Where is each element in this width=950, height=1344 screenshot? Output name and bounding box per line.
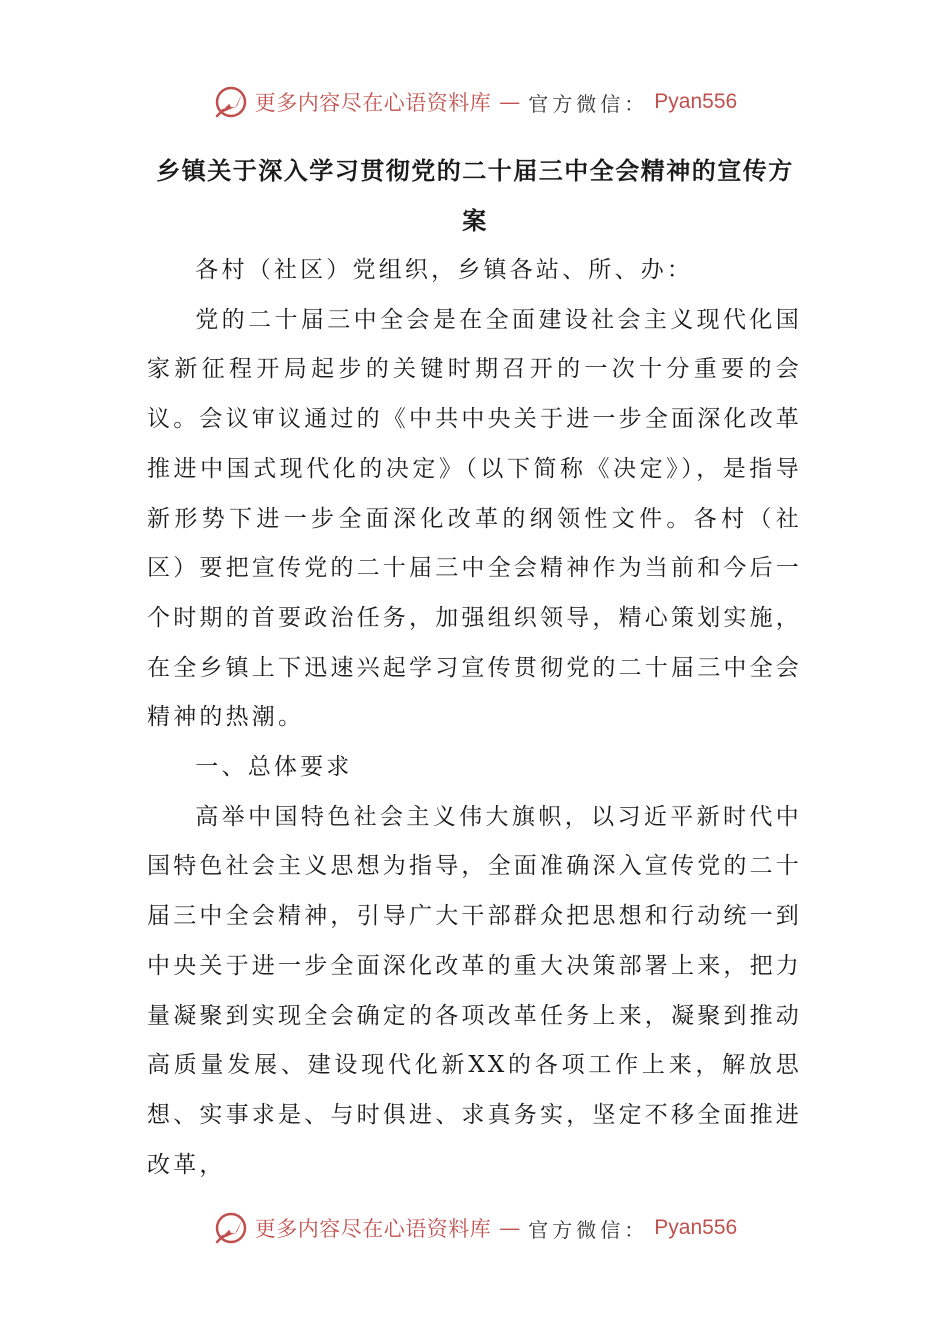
watermark-wechat-id: Pyan556	[654, 1216, 738, 1239]
watermark-wechat-label: 官方微信：	[528, 1217, 649, 1242]
watermark-slogan: 更多内容尽在心语资料库	[254, 91, 492, 115]
pen-nib-circle-logo-icon	[213, 1210, 249, 1246]
document-body	[147, 246, 802, 1190]
paragraph-general-requirements: 高举中国特色社会主义伟大旗帜，以习近平新时代中国特色社会主义思想为指导，全面准确深入宣传党的二十届三中全会精神，引导广大干部群众把思想和行动统一到中央关于进一步全面深化改革的重大决策部署上来，把力量凝聚到实现全会确定的各项改革任务上来，凝聚到推动高质量发展、建设现代化新XX的各项工作上来，解放思想、实事求是、与时俱进、求真务实，坚定不移全面推进改革，	[147, 803, 802, 1178]
watermark-wechat-label: 官方微信：	[528, 91, 649, 116]
watermark-slogan: 更多内容尽在心语资料库	[254, 1217, 492, 1241]
watermark-wechat-id: Pyan556	[654, 90, 738, 113]
section-heading-general-requirements: 一、总体要求	[195, 754, 353, 781]
paragraph-intro: 党的二十届三中全会是在全面建设社会主义现代化国家新征程开局起步的关键时期召开的一次十分重要的会议。会议审议通过的《中共中央关于进一步全面深化改革推进中国式现代化的决定》（以下简称《决定》），是指导新形势下进一步全面深化改革的纲领性文件。各村（社区）要把宣传党的二十届三中全会精神作为当前和今后一个时期的首要政治任务，加强组织领导，精心策划实施，在全乡镇上下迅速兴起学习宣传贯彻党的二十届三中全会精神的热潮。	[147, 306, 802, 731]
document-title: 乡镇关于深入学习贯彻党的二十届三中全会精神的宣传方案	[156, 157, 794, 235]
pen-nib-circle-logo-icon	[213, 84, 249, 120]
watermark-dash: —	[499, 90, 521, 114]
footer-watermark-banner	[0, 1208, 950, 1248]
watermark-dash: —	[499, 1216, 521, 1240]
salutation: 各村（社区）党组织，乡镇各站、所、办：	[195, 257, 694, 283]
header-watermark-banner	[0, 82, 950, 122]
